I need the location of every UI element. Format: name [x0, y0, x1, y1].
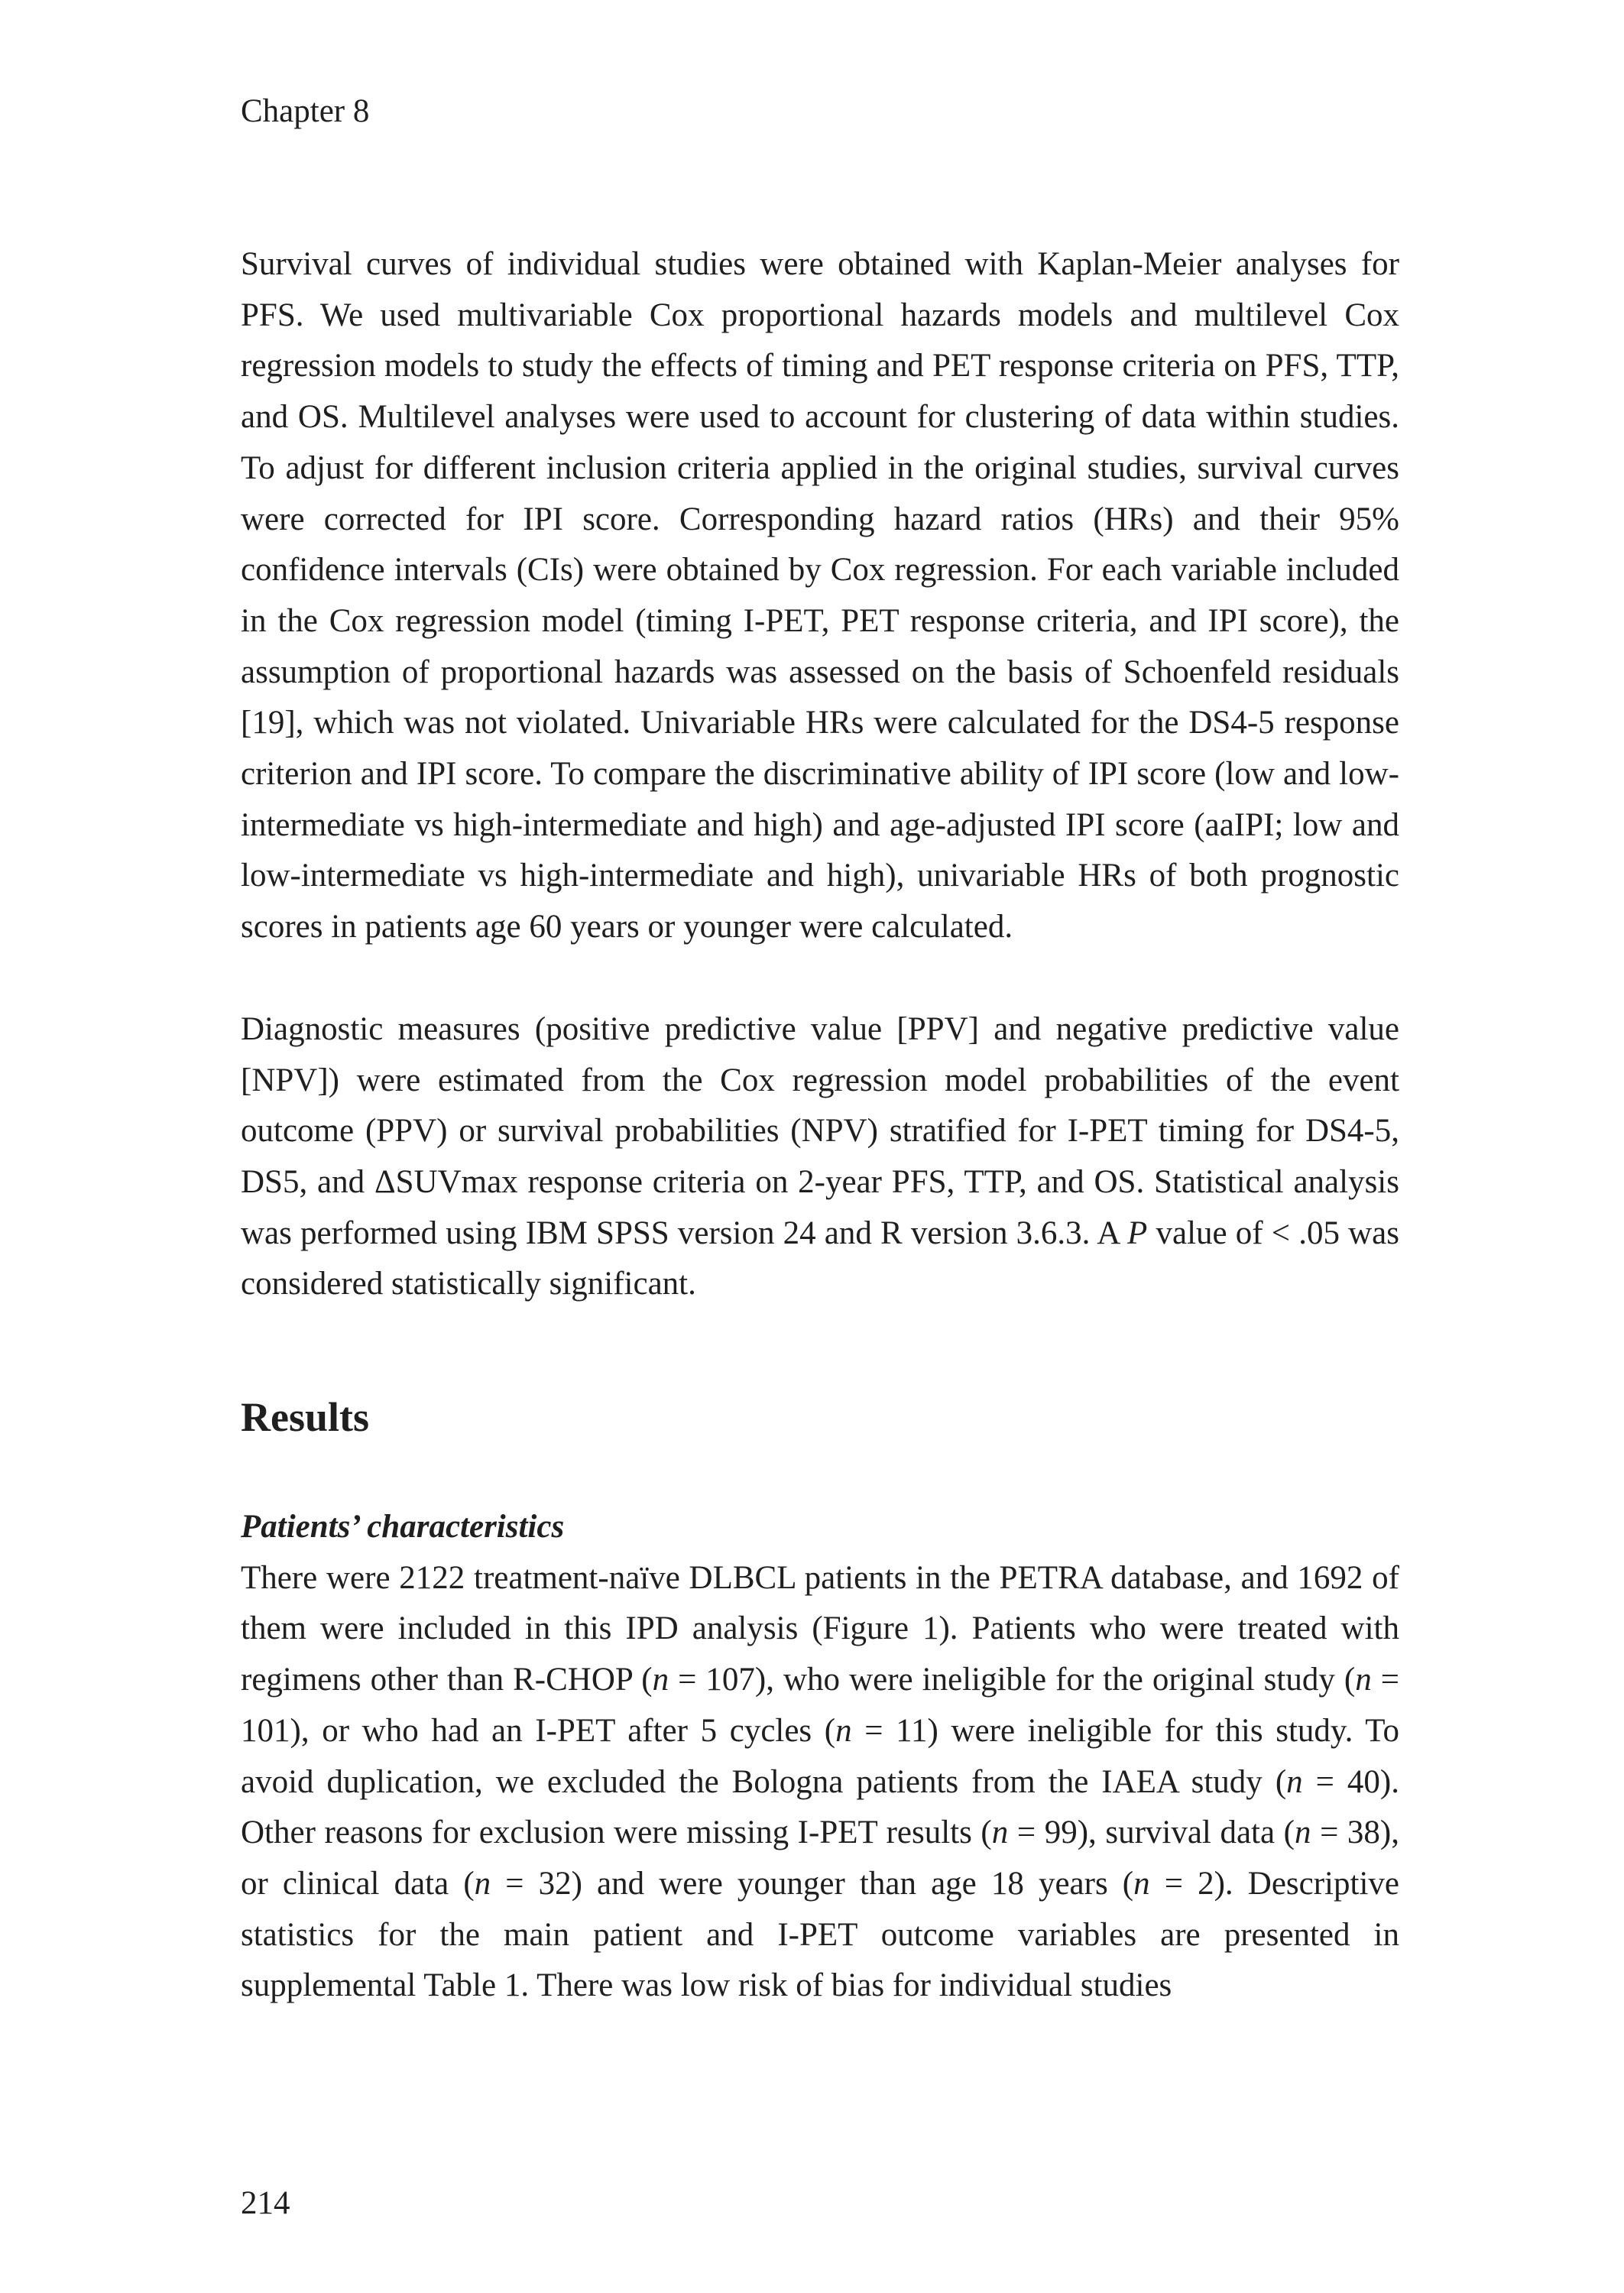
section-heading-results: Results	[241, 1394, 370, 1441]
page-number: 214	[241, 2185, 290, 2221]
paragraph-survival-analysis: Survival curves of individual studies were obtained with Kaplan-Meier analyses for PFS. We used multivariable Cox proportional hazards models and multilevel Cox regression models to study the effects of timing and PET response criteria on PFS, TTP, and OS. Multilevel analyses were used to account for clustering of data within studies. To adjust for different inclusion criteria applied in the original studies, survival curves were corrected for IPI score. Corresponding hazard ratios (HRs) and their 95% confidence intervals (CIs) were obtained by Cox regression. For each variable included in the Cox regression model (timing I-PET, PET response criteria, and IPI score), the assumption of proportional hazards was assessed on the basis of Schoenfeld residuals [19], which was not violated. Univariable HRs were calculated for the DS4-5 response criterion and IPI score. To compare the discriminative ability of IPI score (low and low-intermediate vs high-intermediate and high) and age-adjusted IPI score (aaIPI; low and low-intermediate vs high-intermediate and high), univariable HRs of both prognostic scores in patients age 60 years or younger were calculated.	[241, 246, 1399, 945]
sample-size-symbol: n	[991, 1815, 1009, 1851]
body-text	[241, 239, 1399, 2012]
paragraph-text: = 101), or who had an I-PET after 5 cycles (	[241, 1662, 1399, 1749]
paragraph-text: = 38), or clinical data (	[241, 1815, 1399, 1902]
paragraph-text: = 32) and were younger than age 18 years (	[491, 1865, 1134, 1902]
paragraph-text: value of < .05 was considered statistically significant.	[241, 1215, 1399, 1302]
sample-size-symbol: n	[1295, 1815, 1311, 1851]
paragraph-diagnostic-measures	[241, 1004, 1399, 1310]
sample-size-symbol: n	[474, 1865, 491, 1902]
paragraph-text: There were 2122 treatment-naïve DLBCL patients in the PETRA database, and 1692 of them were included in this IPD analysis (Figure 1). Patients who were treated with regimens other than R-CHOP (	[241, 1559, 1399, 1698]
sample-size-symbol: n	[652, 1662, 669, 1698]
paragraph-text: = 11) were ineligible for this study. To avoid duplication, we excluded the Bologna patients from the IAEA study (	[241, 1712, 1399, 1800]
running-head: Chapter 8	[241, 93, 370, 129]
sample-size-symbol: n	[835, 1712, 852, 1749]
sample-size-symbol: n	[1286, 1763, 1303, 1800]
paragraph-text: = 99), survival data (	[1008, 1815, 1295, 1851]
paragraph-patients-characteristics	[241, 1553, 1399, 2012]
subheading-patients-characteristics: Patients’ characteristics	[241, 1509, 565, 1545]
paragraph-text: = 40). Other reasons for exclusion were missing I-PET results (	[241, 1763, 1400, 1851]
paragraph-text: Diagnostic measures (positive predictive value [PPV] and negative predictive value [NPV]) were estimated from the Cox regression model probabilities of the event outcome (PPV) or survival probabilities (NPV) stratified for I-PET timing for DS4-5, DS5, and ΔSUVmax response criteria on 2-year PFS, TTP, and OS. Statistical analysis was performed using IBM SPSS version 24 and R version 3.6.3. A	[241, 1010, 1399, 1251]
paragraph-text: = 2). Descriptive statistics for the main patient and I-PET outcome variables are presented in supplemental Table 1. There was low risk of bias for individual studies	[241, 1865, 1399, 2004]
sample-size-symbol: n	[1355, 1662, 1372, 1698]
p-value-symbol: P	[1127, 1215, 1148, 1251]
sample-size-symbol: n	[1133, 1865, 1150, 1902]
paragraph-text: = 107), who were ineligible for the original study (	[669, 1662, 1356, 1698]
